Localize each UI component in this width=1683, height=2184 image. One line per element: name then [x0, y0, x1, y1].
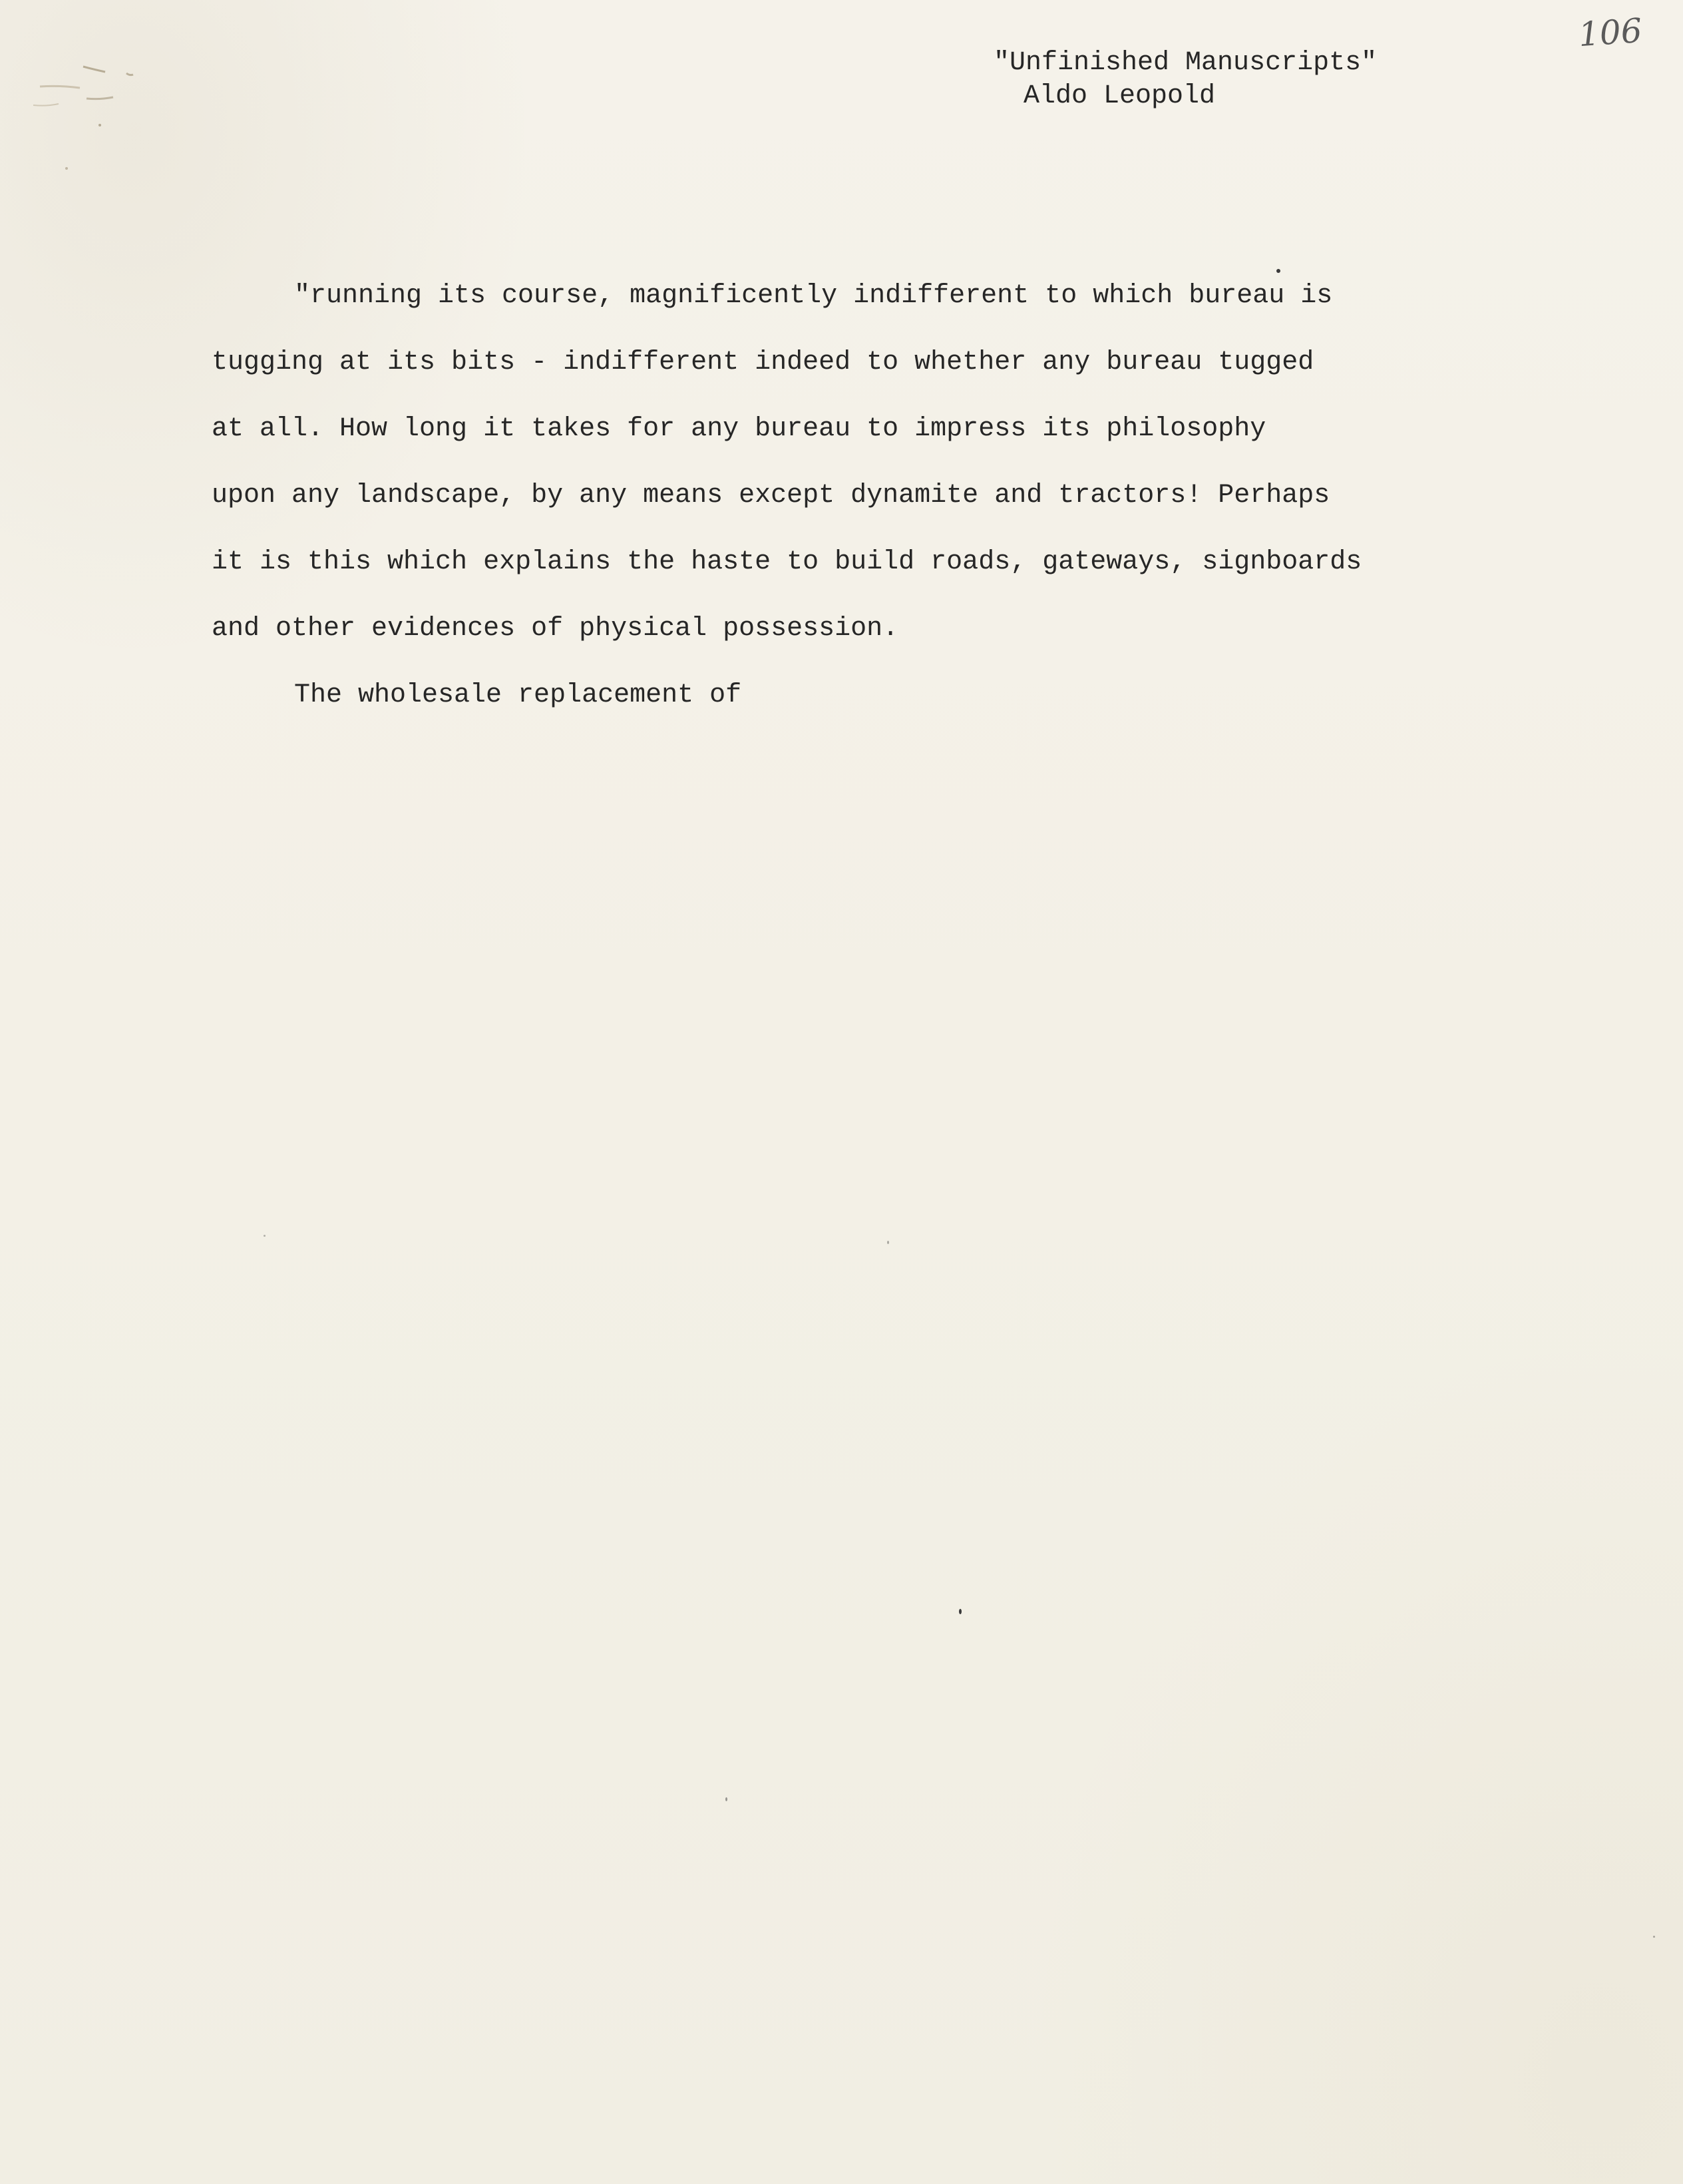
paper-speck — [959, 1609, 962, 1614]
author-name: Aldo Leopold — [1024, 81, 1216, 111]
page-number: 106 — [1577, 11, 1644, 55]
text-line: tugging at its bits - indifferent indeed to whether any bureau tugged — [212, 347, 1314, 377]
text-line: "running its course, magnificently indifferent to which bureau is — [294, 281, 1333, 311]
paper-speck — [1276, 269, 1280, 273]
text-line: upon any landscape, by any means except dynamite and tractors! Perhaps — [212, 481, 1330, 511]
stain-marks — [20, 59, 173, 192]
text-line: at all. How long it takes for any bureau to impress its philosophy — [212, 414, 1266, 444]
text-line: and other evidences of physical possession. — [212, 614, 899, 644]
paper-speck — [725, 1797, 727, 1801]
text-line: it is this which explains the haste to build roads, gateways, signboards — [212, 547, 1362, 577]
manuscript-title: "Unfinished Manuscripts" — [994, 48, 1378, 78]
paper-speck — [264, 1235, 266, 1237]
text-line: The wholesale replacement of — [294, 680, 742, 710]
paper-speck — [887, 1241, 889, 1244]
paper-speck — [1653, 1936, 1655, 1938]
